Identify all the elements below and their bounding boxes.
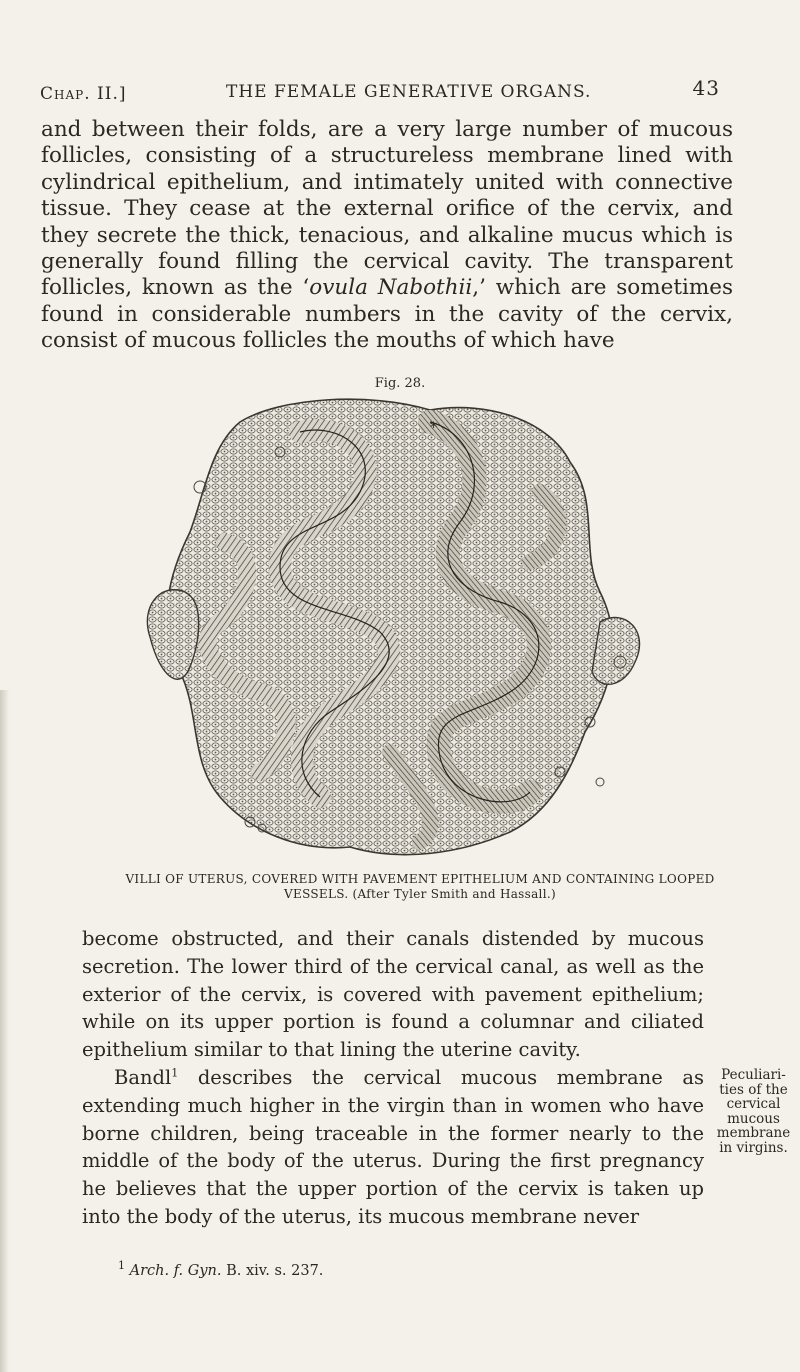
margin-note-line-2: ties of the bbox=[719, 1081, 788, 1098]
figure-label: Fig. 28. bbox=[374, 376, 426, 391]
margin-note-line-5: membrane bbox=[716, 1125, 791, 1141]
margin-note bbox=[711, 1068, 796, 1155]
paragraph-bottom-author: Bandl bbox=[114, 1065, 172, 1089]
footnote-journal: Arch. f. Gyn. bbox=[129, 1263, 222, 1279]
footnote-reference: 1 bbox=[171, 1066, 179, 1080]
paragraph-bottom-part-2: describes the cervical mucous membrane as extending much higher in the virgin than in women who have borne children, being traceable in the former nearly to the middle of the body of the uterus. During the first pregnancy he believes that the upper portion of the cervix is taken up into the body of the uterus, its mucous membrane never bbox=[82, 1065, 704, 1228]
figure-caption-line-2: VESSELS. (After Tyler Smith and Hassall.) bbox=[284, 887, 556, 901]
footnote-citation: B. xiv. s. 237. bbox=[221, 1263, 324, 1279]
paragraph-top-text-1: and between their folds, are a very large number of mucous follicles, consisting of a structureless membrane lined with cylindrical epithelium, and intimately united with connective tissue. They cease at the external orifice of the cervix, and they secrete the thick, tenacious, and alkaline mucus which is generally found filling the cervical cavity. The transparent follicles, known as the ‘ bbox=[41, 117, 733, 301]
running-head bbox=[40, 76, 760, 106]
margin-note-line-4: mucous bbox=[727, 1110, 780, 1127]
right-lobe bbox=[592, 618, 640, 685]
left-lobe bbox=[147, 590, 198, 679]
footnote-mark: 1 bbox=[118, 1259, 125, 1273]
paragraph-top-text-2: ,’ which are sometimes found in considerable numbers in the cavity of the cervix, consist of mucous follicles the mouths of which have bbox=[41, 275, 733, 354]
margin-note-line-1: Peculiari- bbox=[721, 1067, 786, 1083]
page-gutter-shadow bbox=[0, 690, 9, 1372]
running-title: THE FEMALE GENERATIVE ORGANS. bbox=[226, 82, 592, 102]
figure-caption-line-1: VILLI OF UTERUS, COVERED WITH PAVEMENT EPITHELIUM AND CONTAINING LOOPED bbox=[125, 872, 715, 886]
figure-caption bbox=[120, 872, 720, 902]
paragraph-bottom-part-1: become obstructed, and their canals distended by mucous secretion. The lower third of the cervical canal, as well as the exterior of the cervix, is covered with pavement epithelium; while on its upper portion is found a columnar and ciliated epithelium similar to that lining the uterine cavity. bbox=[82, 927, 704, 1062]
margin-note-line-6: in virgins. bbox=[719, 1139, 788, 1156]
figure-star-mark: * bbox=[430, 420, 437, 436]
page-number: 43 bbox=[692, 76, 720, 100]
chapter-label: Chap. II.] bbox=[40, 84, 127, 104]
figure-illustration-villi bbox=[130, 392, 690, 866]
paragraph-top bbox=[41, 117, 733, 355]
paragraph-top-italic-term: ovula Nabothii bbox=[309, 275, 473, 301]
margin-note-line-3: cervical bbox=[726, 1096, 781, 1112]
paragraph-bottom bbox=[82, 925, 704, 1231]
footnote bbox=[118, 1259, 324, 1279]
